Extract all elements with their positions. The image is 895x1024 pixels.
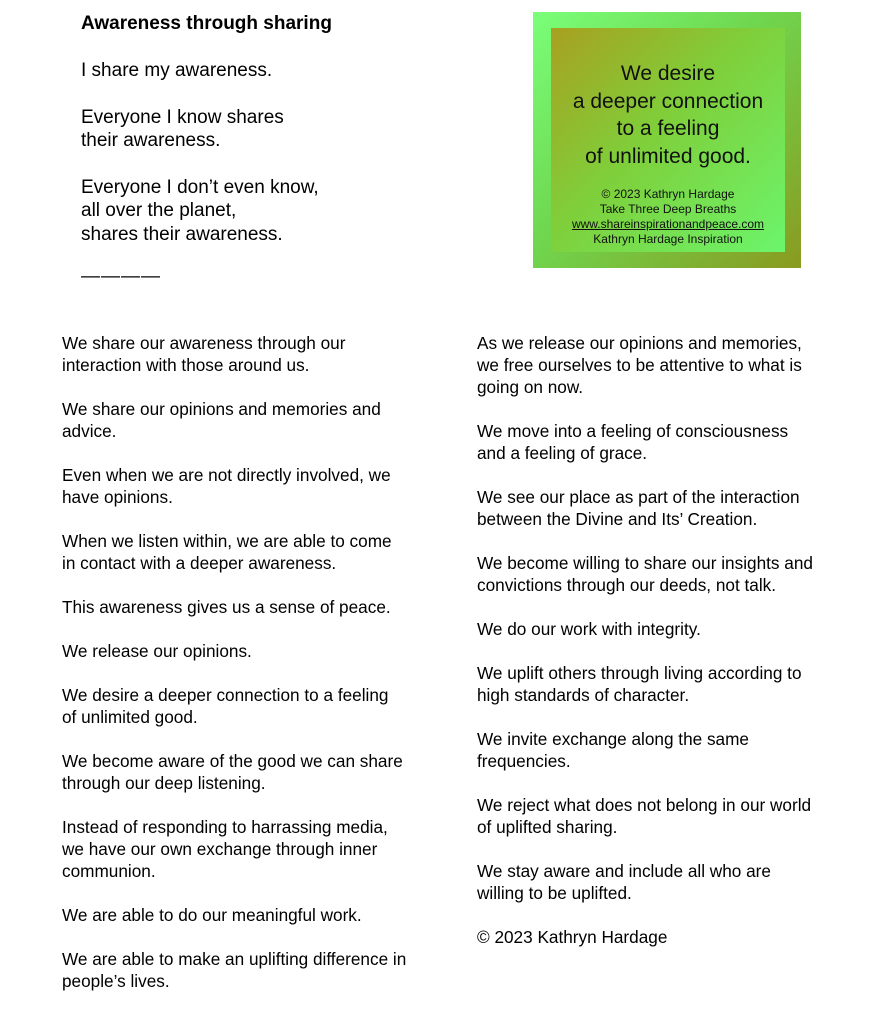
- paragraph: [477, 618, 867, 640]
- paragraph-line: We see our place as part of the interaction: [477, 487, 800, 507]
- paragraph-line: of unlimited good.: [62, 707, 198, 727]
- paragraph-line: This awareness gives us a sense of peace.: [62, 597, 391, 617]
- paragraph-line: We desire a deeper connection to a feeling: [62, 685, 389, 705]
- paragraph-line: in contact with a deeper awareness.: [62, 553, 337, 573]
- paragraph-line: people’s lives.: [62, 971, 170, 991]
- paragraph-line: frequencies.: [477, 751, 571, 771]
- paragraph-line: We do our work with integrity.: [477, 619, 701, 639]
- paragraph-line: of uplifted sharing.: [477, 817, 618, 837]
- paragraph-line: through our deep listening.: [62, 773, 266, 793]
- paragraph-line: going on now.: [477, 377, 584, 397]
- paragraph: [62, 332, 452, 376]
- card-quote-line: We desire: [620, 62, 716, 85]
- paragraph-line: we free ourselves to be attentive to what is: [477, 355, 802, 375]
- poem-line: I share my awareness.: [81, 60, 273, 81]
- paragraph-line: We share our awareness through our: [62, 333, 346, 353]
- paragraph-line: As we release our opinions and memories,: [477, 333, 802, 353]
- paragraph: [477, 728, 867, 772]
- paragraph: [477, 332, 867, 398]
- paragraph-line: we have our own exchange through inner: [62, 839, 378, 859]
- paragraph-line: We stay aware and include all who are: [477, 861, 771, 881]
- copyright-notice: [477, 926, 867, 948]
- paragraph-line: We are able to make an uplifting difference in: [62, 949, 407, 969]
- paragraph-line: We invite exchange along the same: [477, 729, 749, 749]
- divider-dashes: ————: [81, 266, 161, 287]
- paragraph-line: high standards of character.: [477, 685, 690, 705]
- paragraph: [477, 794, 867, 838]
- paragraph-line: convictions through our deeds, not talk.: [477, 575, 777, 595]
- paragraph: [477, 420, 867, 464]
- poem-line: shares their awareness.: [81, 223, 283, 245]
- paragraph-line: We are able to do our meaningful work.: [62, 905, 362, 925]
- card-copyright: © 2023 Kathryn Hardage: [601, 187, 735, 201]
- quote-card: [533, 12, 801, 268]
- paragraph-line: We become willing to share our insights and: [477, 553, 813, 573]
- paragraph-line: have opinions.: [62, 487, 173, 507]
- paragraph: [62, 530, 452, 574]
- paragraph-line: Instead of responding to harrassing media,: [62, 817, 388, 837]
- card-quote-line: to a feeling: [616, 117, 720, 140]
- left-column: [62, 332, 452, 1014]
- paragraph-line: We move into a feeling of consciousness: [477, 421, 789, 441]
- poem-line: their awareness.: [81, 130, 221, 151]
- paragraph: [477, 552, 867, 596]
- paragraph: [62, 398, 452, 442]
- paragraph: [477, 860, 867, 904]
- paragraph: [62, 816, 452, 882]
- paragraph-line: advice.: [62, 421, 117, 441]
- paragraph-line: We reject what does not belong in our world: [477, 795, 812, 815]
- paragraph-line: interaction with those around us.: [62, 355, 310, 375]
- paragraph-line: We become aware of the good we can share: [62, 751, 403, 771]
- paragraph: [477, 486, 867, 530]
- poem-block: [81, 12, 501, 287]
- paragraph: [477, 662, 867, 706]
- paragraph: [62, 904, 452, 926]
- card-quote-line: a deeper connection: [572, 89, 764, 113]
- poem-stanza: [81, 176, 501, 247]
- card-quote: [551, 60, 785, 170]
- poem-title: Awareness through sharing: [81, 13, 332, 34]
- poem-line: Everyone I know shares: [81, 106, 284, 128]
- paragraph-line: We uplift others through living according to: [477, 663, 802, 683]
- paragraph: [62, 948, 452, 992]
- paragraph-line: willing to be uplifted.: [477, 883, 632, 903]
- poem-line: all over the planet,: [81, 200, 237, 221]
- paragraph-line: © 2023 Kathryn Hardage: [477, 927, 668, 947]
- card-book-title: Take Three Deep Breaths: [599, 202, 737, 216]
- card-quote-line: of unlimited good.: [585, 144, 751, 168]
- paragraph-line: We share our opinions and memories and: [62, 399, 381, 419]
- right-column: [477, 332, 867, 970]
- paragraph-line: Even when we are not directly involved, we: [62, 465, 391, 485]
- paragraph: [62, 640, 452, 662]
- card-website-link[interactable]: www.shareinspirationandpeace.com: [571, 217, 765, 231]
- paragraph-line: When we listen within, we are able to come: [62, 531, 392, 551]
- paragraph-line: We release our opinions.: [62, 641, 252, 661]
- poem-line: Everyone I don’t even know,: [81, 176, 319, 198]
- poem-stanza: [81, 106, 501, 153]
- paragraph: [62, 684, 452, 728]
- paragraph-line: and a feeling of grace.: [477, 443, 648, 463]
- quote-card-inner: [551, 28, 785, 252]
- card-credits: [551, 187, 785, 247]
- paragraph-line: between the Divine and Its’ Creation.: [477, 509, 758, 529]
- poem-stanza: [81, 59, 501, 83]
- paragraph: [62, 464, 452, 508]
- paragraph-line: communion.: [62, 861, 156, 881]
- card-brand: Kathryn Hardage Inspiration: [593, 232, 743, 246]
- paragraph: [62, 596, 452, 618]
- paragraph: [62, 750, 452, 794]
